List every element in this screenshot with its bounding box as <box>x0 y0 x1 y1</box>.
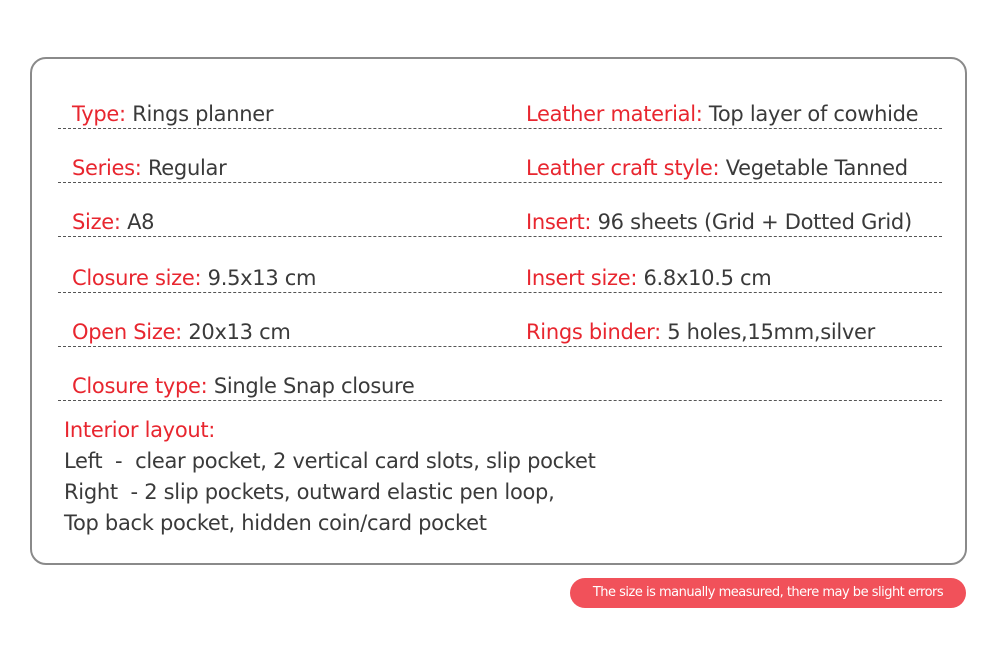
spec-row <box>58 74 942 129</box>
spec-row <box>58 238 942 293</box>
spec-insert-size: Insert size: 6.8x10.5 cm <box>526 266 772 290</box>
spec-closure-size: Closure size: 9.5x13 cm <box>72 266 317 290</box>
spec-size: Size: A8 <box>72 210 155 234</box>
spec-closure-type: Closure type: Single Snap closure <box>72 374 415 398</box>
spec-open-size: Open Size: 20x13 cm <box>72 320 291 344</box>
spec-row <box>58 128 942 183</box>
spec-row <box>58 346 942 401</box>
spec-series: Series: Regular <box>72 156 227 180</box>
spec-type: Type: Rings planner <box>72 102 274 126</box>
interior-layout <box>64 415 596 539</box>
spec-leather-material: Leather material: Top layer of cowhide <box>526 102 919 126</box>
spec-leather-craft-style: Leather craft style: Vegetable Tanned <box>526 156 908 180</box>
spec-row <box>58 182 942 237</box>
spec-rings-binder: Rings binder: 5 holes,15mm,silver <box>526 320 876 344</box>
interior-line-top: Top back pocket, hidden coin/card pocket <box>64 511 487 535</box>
spec-insert: Insert: 96 sheets (Grid + Dotted Grid) <box>526 210 912 234</box>
measurement-note-badge: The size is manually measured, there may be slight errors <box>570 578 966 608</box>
interior-line-right: Right - 2 slip pockets, outward elastic pen loop, <box>64 480 555 504</box>
interior-layout-title: Interior layout: <box>64 418 216 442</box>
interior-line-left: Left - clear pocket, 2 vertical card slots, slip pocket <box>64 449 596 473</box>
spec-row <box>58 292 942 347</box>
